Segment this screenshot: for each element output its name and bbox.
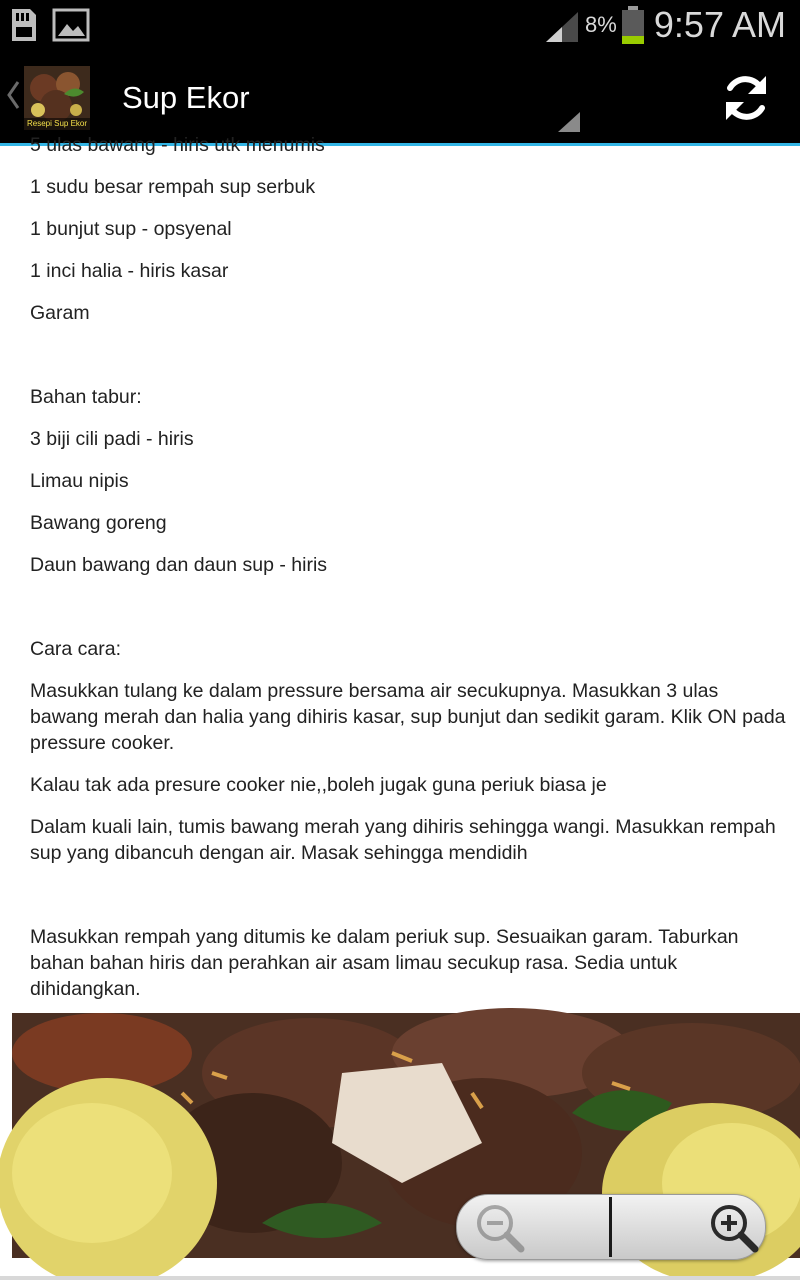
logo-caption: Resepi Sup Ekor	[26, 119, 88, 128]
ingredient-line: 5 ulas bawang - hiris utk menumis	[30, 134, 325, 156]
battery-percent: 8%	[585, 12, 617, 37]
zoom-out-button[interactable]	[457, 1195, 610, 1259]
garnish-line: Bawang goreng	[30, 512, 167, 534]
back-icon[interactable]	[6, 80, 20, 110]
garnish-line: 3 biji cili padi - hiris	[30, 428, 194, 450]
clock: 9:57 AM	[653, 4, 786, 45]
ingredient-line: 1 inci halia - hiris kasar	[30, 260, 229, 282]
garnish-line: Limau nipis	[30, 470, 129, 492]
method-final-step: Masukkan rempah yang ditumis ke dalam periuk sup. Sesuaikan garam. Taburkan bahan bahan hiris dan perahkan air asam limau secukup rasa. Sedia untuk dihidangkan.	[30, 926, 739, 1000]
garnish-heading: Bahan tabur:	[30, 386, 142, 408]
ingredient-line: 1 bunjut sup - opsyenal	[30, 218, 232, 240]
method-step: Dalam kuali lain, tumis bawang merah yang dihiris sehingga wangi. Masukkan rempah sup yang dibancuh dengan air. Masak sehingga mendidih	[30, 816, 776, 864]
refresh-icon[interactable]	[716, 68, 776, 128]
method-step: Masukkan tulang ke dalam pressure bersama air secukupnya. Masukkan 3 ulas bawang merah dan halia yang dihiris kasar, sup bunjut dan sedikit garam. Klik ON pada pressure cooker.	[30, 680, 786, 754]
dropdown-indicator-icon[interactable]	[556, 110, 582, 134]
ingredient-line: Garam	[30, 302, 90, 324]
webview-content[interactable]	[0, 134, 800, 1280]
ingredient-line: 1 sudu besar rempah sup serbuk	[30, 176, 316, 198]
image-icon	[52, 7, 90, 43]
app-logo[interactable]	[24, 66, 90, 130]
sd-card-icon	[8, 7, 40, 43]
page-title[interactable]: Sup Ekor	[122, 80, 250, 115]
battery-icon	[620, 6, 646, 44]
zoom-out-icon	[457, 1195, 610, 1259]
method-step: Kalau tak ada presure cooker nie,,boleh jugak guna periuk biasa je	[30, 774, 607, 796]
bottom-divider	[0, 1276, 800, 1280]
method-heading: Cara cara:	[30, 638, 122, 660]
signal-icon	[544, 10, 580, 44]
zoom-controls	[456, 1194, 766, 1260]
recipe-article	[30, 132, 790, 1018]
garnish-line: Daun bawang dan daun sup - hiris	[30, 554, 328, 576]
zoom-in-icon	[612, 1195, 765, 1259]
zoom-in-button[interactable]	[612, 1195, 765, 1259]
status-bar	[0, 0, 800, 50]
